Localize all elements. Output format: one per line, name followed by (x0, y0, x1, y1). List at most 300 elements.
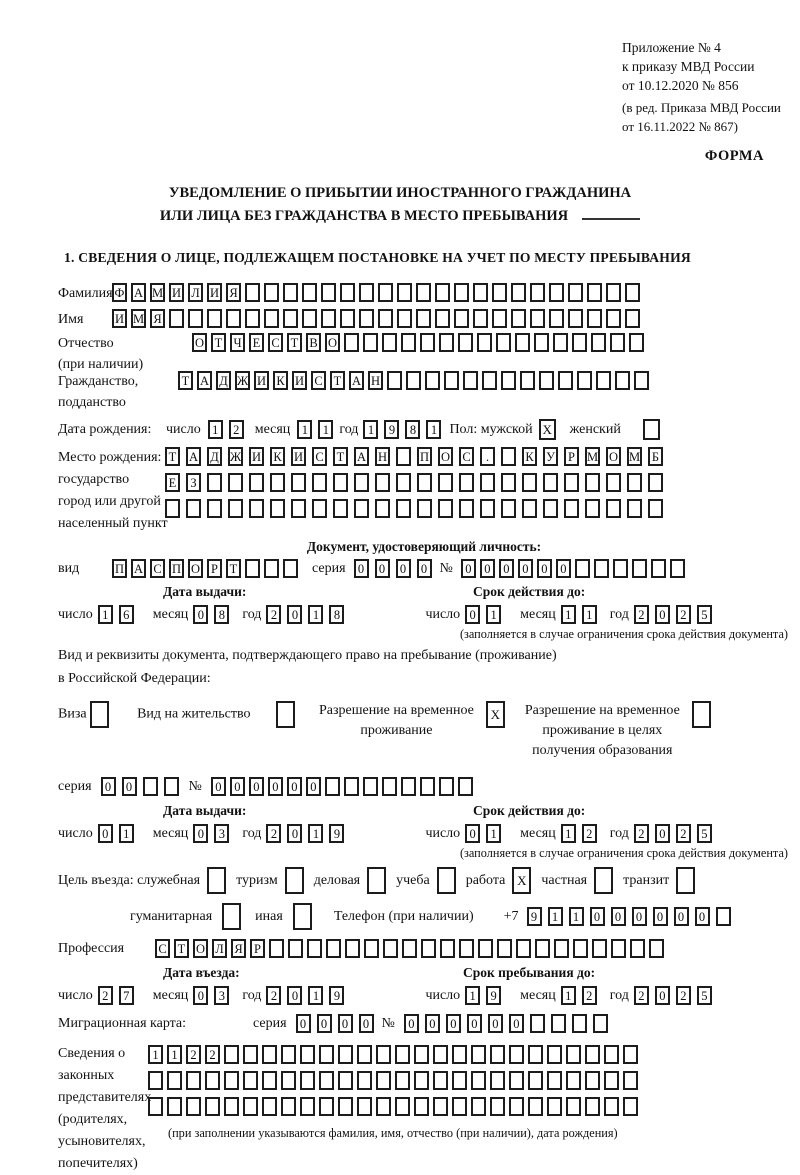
char-cell[interactable]: 0 (655, 605, 670, 624)
char-cell[interactable]: 0 (98, 824, 113, 843)
char-cell[interactable] (378, 283, 393, 302)
char-cell[interactable]: 1 (426, 420, 441, 439)
char-cell[interactable]: О (192, 333, 207, 352)
char-cell[interactable] (402, 939, 417, 958)
char-cell[interactable] (417, 499, 432, 518)
char-cell[interactable] (511, 283, 526, 302)
char-cell[interactable]: 9 (329, 986, 344, 1005)
char-cell[interactable] (566, 1045, 581, 1064)
char-cell[interactable]: 1 (486, 605, 501, 624)
char-cell[interactable] (615, 371, 630, 390)
char-cell[interactable]: 0 (425, 1014, 440, 1033)
char-cell[interactable]: Л (212, 939, 227, 958)
char-cell[interactable]: 1 (98, 605, 113, 624)
char-cell[interactable] (452, 1045, 467, 1064)
char-cell[interactable] (363, 777, 378, 796)
char-cell[interactable]: 5 (697, 986, 712, 1005)
char-cell[interactable]: Р (250, 939, 265, 958)
char-cell[interactable] (522, 473, 537, 492)
char-cell[interactable]: 0 (655, 986, 670, 1005)
char-cell[interactable]: Ж (228, 447, 243, 466)
char-cell[interactable] (623, 1097, 638, 1116)
char-cell[interactable] (501, 447, 516, 466)
char-cell[interactable] (547, 1097, 562, 1116)
char-cell[interactable] (414, 1097, 429, 1116)
char-cell[interactable] (530, 309, 545, 328)
char-cell[interactable] (528, 1071, 543, 1090)
char-cell[interactable]: Я (231, 939, 246, 958)
char-cell[interactable] (338, 1097, 353, 1116)
char-cell[interactable] (606, 499, 621, 518)
char-cell[interactable]: С (311, 371, 326, 390)
char-cell[interactable] (573, 939, 588, 958)
char-cell[interactable] (547, 1071, 562, 1090)
char-cell[interactable]: 9 (527, 907, 542, 926)
char-cell[interactable] (312, 473, 327, 492)
char-cell[interactable] (543, 473, 558, 492)
char-cell[interactable]: 0 (122, 777, 137, 796)
char-cell[interactable] (283, 283, 298, 302)
char-cell[interactable] (606, 309, 621, 328)
char-cell[interactable] (522, 499, 537, 518)
char-cell[interactable] (414, 1045, 429, 1064)
char-cell[interactable] (205, 1097, 220, 1116)
char-cell[interactable] (547, 1045, 562, 1064)
char-cell[interactable] (269, 939, 284, 958)
char-cell[interactable] (490, 1045, 505, 1064)
char-cell[interactable] (364, 939, 379, 958)
char-cell[interactable] (396, 499, 411, 518)
char-cell[interactable]: 0 (499, 559, 514, 578)
char-cell[interactable] (416, 283, 431, 302)
char-cell[interactable] (375, 473, 390, 492)
char-cell[interactable] (262, 1097, 277, 1116)
char-cell[interactable] (630, 939, 645, 958)
char-cell[interactable] (625, 309, 640, 328)
char-cell[interactable] (716, 907, 731, 926)
purpose-private-checkbox[interactable] (594, 867, 613, 894)
char-cell[interactable] (497, 939, 512, 958)
char-cell[interactable] (281, 1071, 296, 1090)
char-cell[interactable]: 1 (308, 824, 323, 843)
char-cell[interactable] (572, 1014, 587, 1033)
char-cell[interactable]: О (193, 939, 208, 958)
char-cell[interactable]: Я (150, 309, 165, 328)
char-cell[interactable] (300, 1071, 315, 1090)
purpose-other-checkbox[interactable] (293, 903, 312, 930)
char-cell[interactable]: Р (564, 447, 579, 466)
char-cell[interactable] (224, 1045, 239, 1064)
char-cell[interactable]: И (169, 283, 184, 302)
char-cell[interactable]: О (438, 447, 453, 466)
char-cell[interactable] (433, 1071, 448, 1090)
char-cell[interactable] (420, 777, 435, 796)
purpose-business-checkbox[interactable] (367, 867, 386, 894)
char-cell[interactable]: А (354, 447, 369, 466)
char-cell[interactable] (425, 371, 440, 390)
char-cell[interactable] (549, 309, 564, 328)
char-cell[interactable] (249, 499, 264, 518)
char-cell[interactable] (319, 1097, 334, 1116)
char-cell[interactable]: И (292, 371, 307, 390)
char-cell[interactable] (587, 283, 602, 302)
char-cell[interactable]: 2 (266, 824, 281, 843)
char-cell[interactable]: 3 (214, 986, 229, 1005)
char-cell[interactable]: И (254, 371, 269, 390)
char-cell[interactable] (249, 473, 264, 492)
char-cell[interactable] (376, 1045, 391, 1064)
char-cell[interactable] (568, 309, 583, 328)
char-cell[interactable] (270, 473, 285, 492)
char-cell[interactable] (300, 1045, 315, 1064)
char-cell[interactable] (604, 1071, 619, 1090)
char-cell[interactable]: 1 (561, 986, 576, 1005)
char-cell[interactable]: С (268, 333, 283, 352)
char-cell[interactable] (593, 1014, 608, 1033)
char-cell[interactable] (319, 1071, 334, 1090)
char-cell[interactable]: 6 (119, 605, 134, 624)
char-cell[interactable] (264, 559, 279, 578)
char-cell[interactable] (401, 777, 416, 796)
char-cell[interactable]: 0 (537, 559, 552, 578)
char-cell[interactable] (473, 283, 488, 302)
visa-checkbox[interactable] (90, 701, 109, 728)
char-cell[interactable]: 0 (518, 559, 533, 578)
char-cell[interactable]: 2 (266, 986, 281, 1005)
char-cell[interactable]: 0 (467, 1014, 482, 1033)
char-cell[interactable] (558, 371, 573, 390)
temp-residence-checkbox[interactable]: X (486, 701, 505, 728)
char-cell[interactable] (471, 1071, 486, 1090)
char-cell[interactable] (623, 1045, 638, 1064)
char-cell[interactable]: 2 (676, 605, 691, 624)
char-cell[interactable]: 0 (655, 824, 670, 843)
char-cell[interactable] (307, 939, 322, 958)
char-cell[interactable]: М (585, 447, 600, 466)
char-cell[interactable]: 5 (697, 605, 712, 624)
temp-residence-edu-checkbox[interactable] (692, 701, 711, 728)
char-cell[interactable] (509, 1071, 524, 1090)
char-cell[interactable] (629, 333, 644, 352)
char-cell[interactable]: 0 (287, 777, 302, 796)
char-cell[interactable]: Т (211, 333, 226, 352)
char-cell[interactable] (473, 309, 488, 328)
char-cell[interactable]: 0 (674, 907, 689, 926)
char-cell[interactable]: 1 (465, 986, 480, 1005)
char-cell[interactable]: Т (333, 447, 348, 466)
char-cell[interactable]: 2 (634, 986, 649, 1005)
char-cell[interactable] (490, 1071, 505, 1090)
char-cell[interactable]: 1 (167, 1045, 182, 1064)
char-cell[interactable]: Е (249, 333, 264, 352)
char-cell[interactable] (382, 777, 397, 796)
char-cell[interactable]: А (131, 283, 146, 302)
char-cell[interactable] (283, 559, 298, 578)
char-cell[interactable] (528, 1045, 543, 1064)
char-cell[interactable]: 1 (561, 824, 576, 843)
char-cell[interactable] (585, 1045, 600, 1064)
char-cell[interactable]: 8 (214, 605, 229, 624)
gender-male-checkbox[interactable]: X (539, 419, 556, 440)
char-cell[interactable] (387, 371, 402, 390)
char-cell[interactable]: К (273, 371, 288, 390)
char-cell[interactable] (359, 309, 374, 328)
char-cell[interactable] (359, 283, 374, 302)
char-cell[interactable] (207, 499, 222, 518)
char-cell[interactable]: М (627, 447, 642, 466)
char-cell[interactable]: 8 (329, 605, 344, 624)
char-cell[interactable] (245, 309, 260, 328)
char-cell[interactable]: 1 (148, 1045, 163, 1064)
char-cell[interactable] (625, 283, 640, 302)
char-cell[interactable] (501, 473, 516, 492)
char-cell[interactable] (165, 499, 180, 518)
char-cell[interactable]: Н (375, 447, 390, 466)
char-cell[interactable]: 0 (465, 605, 480, 624)
char-cell[interactable] (632, 559, 647, 578)
char-cell[interactable] (396, 447, 411, 466)
char-cell[interactable] (480, 499, 495, 518)
char-cell[interactable] (167, 1071, 182, 1090)
char-cell[interactable]: 9 (384, 420, 399, 439)
char-cell[interactable]: А (197, 371, 212, 390)
char-cell[interactable]: Т (287, 333, 302, 352)
char-cell[interactable]: 2 (98, 986, 113, 1005)
char-cell[interactable] (354, 473, 369, 492)
char-cell[interactable]: 0 (296, 1014, 311, 1033)
char-cell[interactable] (501, 499, 516, 518)
char-cell[interactable]: 9 (329, 824, 344, 843)
char-cell[interactable] (383, 939, 398, 958)
char-cell[interactable] (397, 283, 412, 302)
char-cell[interactable] (333, 499, 348, 518)
char-cell[interactable] (551, 1014, 566, 1033)
char-cell[interactable] (302, 283, 317, 302)
char-cell[interactable]: У (543, 447, 558, 466)
char-cell[interactable]: И (207, 283, 222, 302)
char-cell[interactable]: О (188, 559, 203, 578)
char-cell[interactable] (420, 333, 435, 352)
char-cell[interactable] (401, 333, 416, 352)
char-cell[interactable] (634, 371, 649, 390)
char-cell[interactable]: М (131, 309, 146, 328)
char-cell[interactable] (376, 1097, 391, 1116)
char-cell[interactable]: 2 (229, 420, 244, 439)
char-cell[interactable] (186, 1071, 201, 1090)
char-cell[interactable] (454, 309, 469, 328)
char-cell[interactable] (375, 499, 390, 518)
char-cell[interactable]: 0 (268, 777, 283, 796)
char-cell[interactable]: Т (226, 559, 241, 578)
char-cell[interactable] (228, 499, 243, 518)
char-cell[interactable] (262, 1071, 277, 1090)
char-cell[interactable] (480, 473, 495, 492)
char-cell[interactable]: 0 (556, 559, 571, 578)
char-cell[interactable] (459, 473, 474, 492)
char-cell[interactable]: П (417, 447, 432, 466)
char-cell[interactable]: С (312, 447, 327, 466)
char-cell[interactable] (627, 473, 642, 492)
char-cell[interactable] (440, 939, 455, 958)
char-cell[interactable] (281, 1097, 296, 1116)
char-cell[interactable]: И (291, 447, 306, 466)
char-cell[interactable]: 1 (308, 605, 323, 624)
char-cell[interactable] (382, 333, 397, 352)
char-cell[interactable]: . (480, 447, 495, 466)
char-cell[interactable]: 0 (695, 907, 710, 926)
char-cell[interactable]: И (249, 447, 264, 466)
char-cell[interactable] (148, 1097, 163, 1116)
char-cell[interactable] (143, 777, 158, 796)
char-cell[interactable] (186, 1097, 201, 1116)
purpose-work-checkbox[interactable]: X (512, 867, 531, 894)
char-cell[interactable] (585, 499, 600, 518)
char-cell[interactable] (594, 559, 609, 578)
char-cell[interactable]: 0 (611, 907, 626, 926)
char-cell[interactable] (226, 309, 241, 328)
char-cell[interactable] (516, 939, 531, 958)
char-cell[interactable] (585, 473, 600, 492)
char-cell[interactable] (604, 1097, 619, 1116)
char-cell[interactable] (433, 1045, 448, 1064)
char-cell[interactable] (471, 1097, 486, 1116)
char-cell[interactable] (651, 559, 666, 578)
char-cell[interactable] (572, 333, 587, 352)
char-cell[interactable] (530, 283, 545, 302)
char-cell[interactable] (344, 777, 359, 796)
char-cell[interactable]: 0 (404, 1014, 419, 1033)
char-cell[interactable] (587, 309, 602, 328)
char-cell[interactable]: 1 (308, 986, 323, 1005)
char-cell[interactable] (312, 499, 327, 518)
char-cell[interactable]: Ж (235, 371, 250, 390)
char-cell[interactable] (281, 1045, 296, 1064)
char-cell[interactable] (535, 939, 550, 958)
char-cell[interactable] (554, 939, 569, 958)
char-cell[interactable] (509, 1097, 524, 1116)
purpose-official-checkbox[interactable] (207, 867, 226, 894)
char-cell[interactable] (283, 309, 298, 328)
char-cell[interactable] (648, 499, 663, 518)
char-cell[interactable] (463, 371, 478, 390)
char-cell[interactable] (321, 309, 336, 328)
char-cell[interactable]: 1 (318, 420, 333, 439)
char-cell[interactable]: Т (178, 371, 193, 390)
char-cell[interactable]: 1 (548, 907, 563, 926)
char-cell[interactable] (534, 333, 549, 352)
char-cell[interactable] (167, 1097, 182, 1116)
char-cell[interactable] (452, 1097, 467, 1116)
char-cell[interactable] (228, 473, 243, 492)
char-cell[interactable] (452, 1071, 467, 1090)
char-cell[interactable]: 0 (488, 1014, 503, 1033)
char-cell[interactable] (482, 371, 497, 390)
char-cell[interactable] (264, 309, 279, 328)
char-cell[interactable] (591, 333, 606, 352)
char-cell[interactable]: 1 (119, 824, 134, 843)
char-cell[interactable] (568, 283, 583, 302)
char-cell[interactable] (592, 939, 607, 958)
char-cell[interactable]: Ч (230, 333, 245, 352)
char-cell[interactable] (477, 333, 492, 352)
char-cell[interactable] (357, 1071, 372, 1090)
char-cell[interactable] (395, 1097, 410, 1116)
char-cell[interactable] (291, 473, 306, 492)
char-cell[interactable] (606, 283, 621, 302)
char-cell[interactable]: 0 (417, 559, 432, 578)
char-cell[interactable]: 2 (186, 1045, 201, 1064)
char-cell[interactable]: 1 (208, 420, 223, 439)
char-cell[interactable] (530, 1014, 545, 1033)
char-cell[interactable] (553, 333, 568, 352)
char-cell[interactable]: К (270, 447, 285, 466)
char-cell[interactable] (416, 309, 431, 328)
char-cell[interactable] (291, 499, 306, 518)
char-cell[interactable]: Н (368, 371, 383, 390)
char-cell[interactable]: Ф (112, 283, 127, 302)
char-cell[interactable] (438, 473, 453, 492)
char-cell[interactable]: П (112, 559, 127, 578)
char-cell[interactable] (333, 473, 348, 492)
char-cell[interactable]: 0 (306, 777, 321, 796)
char-cell[interactable] (549, 283, 564, 302)
char-cell[interactable] (459, 499, 474, 518)
char-cell[interactable] (243, 1071, 258, 1090)
char-cell[interactable]: С (155, 939, 170, 958)
char-cell[interactable] (566, 1071, 581, 1090)
char-cell[interactable] (670, 559, 685, 578)
char-cell[interactable] (164, 777, 179, 796)
char-cell[interactable] (344, 333, 359, 352)
char-cell[interactable]: 0 (193, 824, 208, 843)
purpose-study-checkbox[interactable] (437, 867, 456, 894)
char-cell[interactable] (564, 473, 579, 492)
char-cell[interactable] (357, 1045, 372, 1064)
char-cell[interactable] (439, 333, 454, 352)
char-cell[interactable]: 0 (375, 559, 390, 578)
char-cell[interactable]: 7 (119, 986, 134, 1005)
char-cell[interactable] (345, 939, 360, 958)
char-cell[interactable] (376, 1071, 391, 1090)
char-cell[interactable] (511, 309, 526, 328)
char-cell[interactable]: 0 (287, 824, 302, 843)
char-cell[interactable]: 0 (230, 777, 245, 796)
char-cell[interactable] (501, 371, 516, 390)
char-cell[interactable]: 3 (214, 824, 229, 843)
char-cell[interactable]: 8 (405, 420, 420, 439)
char-cell[interactable] (205, 1071, 220, 1090)
char-cell[interactable] (397, 309, 412, 328)
char-cell[interactable]: З (186, 473, 201, 492)
char-cell[interactable]: К (522, 447, 537, 466)
char-cell[interactable] (585, 1071, 600, 1090)
char-cell[interactable]: С (459, 447, 474, 466)
char-cell[interactable]: 0 (287, 605, 302, 624)
char-cell[interactable] (207, 473, 222, 492)
char-cell[interactable] (471, 1045, 486, 1064)
char-cell[interactable] (326, 939, 341, 958)
char-cell[interactable] (414, 1071, 429, 1090)
char-cell[interactable] (340, 283, 355, 302)
char-cell[interactable] (648, 473, 663, 492)
char-cell[interactable]: 5 (697, 824, 712, 843)
char-cell[interactable]: 0 (193, 986, 208, 1005)
char-cell[interactable] (396, 473, 411, 492)
char-cell[interactable]: М (150, 283, 165, 302)
char-cell[interactable]: 1 (363, 420, 378, 439)
char-cell[interactable] (245, 283, 260, 302)
char-cell[interactable]: 1 (582, 605, 597, 624)
